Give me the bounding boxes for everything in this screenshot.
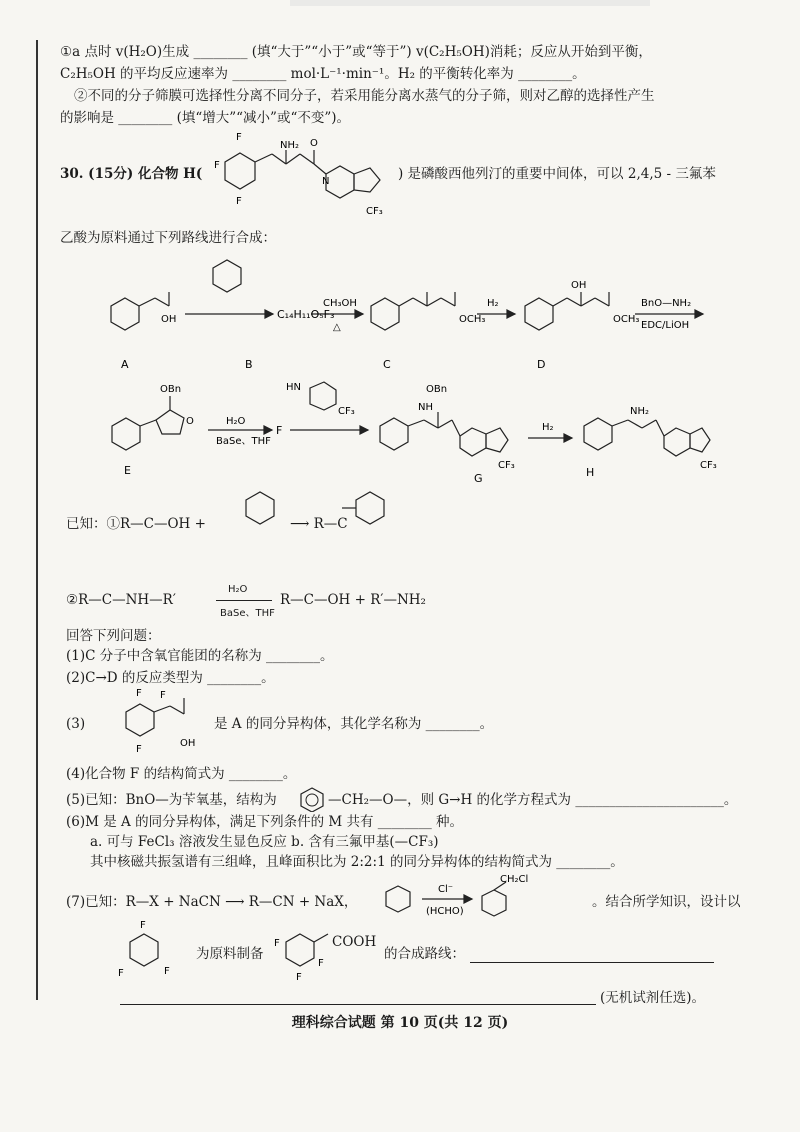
q3-oh: OH bbox=[180, 738, 196, 749]
h-n: N bbox=[322, 176, 330, 187]
page-footer: 理科综合试题 第 10 页(共 12 页) bbox=[291, 1015, 509, 1031]
amine-hn: HN bbox=[286, 382, 301, 393]
reagent-base-thf: BaSe、THF bbox=[216, 436, 271, 447]
answer-line-2[interactable] bbox=[120, 1004, 596, 1005]
q3-f3: F bbox=[136, 744, 142, 755]
e-o: O bbox=[186, 416, 194, 427]
q30-heading-prefix: 30. (15分) 化合物 H( bbox=[60, 166, 203, 182]
reagent-bno-nh2: BnO—NH₂ bbox=[641, 298, 692, 309]
known-2-reactant: ②R—C—NH—R′ bbox=[66, 592, 176, 608]
label-e: E bbox=[124, 464, 131, 477]
label-g: G bbox=[474, 472, 483, 485]
question-3-prefix: (3) bbox=[66, 716, 86, 732]
q29-line-3: ②不同的分子筛膜可选择性分离不同分子，若采用能分离水蒸气的分子筛，则对乙醇的选择性产生 bbox=[74, 88, 655, 104]
reagent-h2-2: H₂ bbox=[542, 422, 554, 433]
question-7-line2-a: 为原料制备 bbox=[196, 946, 264, 962]
label-f: F bbox=[276, 424, 283, 437]
questions-intro: 回答下列问题： bbox=[66, 628, 161, 644]
reagent-edc: EDC/LiOH bbox=[641, 320, 690, 331]
question-6: (6)M 是 A 的同分异构体，满足下列条件的 M 共有 ________ 种。 bbox=[66, 814, 464, 830]
reagent-water-1: H₂O bbox=[226, 416, 246, 427]
q7-sm-f1: F bbox=[140, 920, 146, 931]
q29-line-4: 的影响是 ________ (填“增大”“减小”或“不变”)。 bbox=[60, 110, 351, 126]
q7-start-material bbox=[114, 916, 184, 986]
q7-reagent-bottom: (HCHO) bbox=[426, 906, 464, 917]
question-7-end: (无机试剂任选)。 bbox=[600, 990, 706, 1006]
q30-line-2: 乙酸为原料通过下列路线进行合成： bbox=[60, 230, 276, 246]
h-cf3: CF₃ bbox=[366, 206, 383, 217]
q7-chlorination bbox=[382, 870, 582, 930]
q7-reagent-top: Cl⁻ bbox=[438, 884, 454, 895]
known-1-prefix: 已知：①R—C—OH + bbox=[66, 516, 206, 532]
margin-rule bbox=[36, 40, 38, 1000]
h2-nh2: NH₂ bbox=[630, 406, 650, 417]
question-7-prefix: (7)已知：R—X + NaCN ⟶ R—CN + NaX， bbox=[66, 894, 358, 910]
q7-product: CH₂Cl bbox=[500, 874, 529, 885]
c-och3: OCH₃ bbox=[459, 314, 486, 325]
known-2-reagent-top: H₂O bbox=[228, 584, 248, 595]
amine-cf3: CF₃ bbox=[338, 406, 355, 417]
question-7-suffix: 。结合所学知识，设计以 bbox=[592, 894, 741, 910]
known-2-arrow bbox=[216, 600, 272, 601]
d-oh: OH bbox=[571, 280, 587, 291]
known-2-product: R—C—OH + R′—NH₂ bbox=[280, 592, 426, 608]
q7-t-f1: F bbox=[274, 938, 280, 949]
reagent-h2-1: H₂ bbox=[487, 298, 499, 309]
question-1: (1)C 分子中含氧官能团的名称为 ________。 bbox=[66, 648, 334, 664]
answer-line-1[interactable] bbox=[470, 962, 714, 963]
scan-artifact bbox=[290, 0, 650, 6]
d-och3: OCH₃ bbox=[613, 314, 640, 325]
label-b: B bbox=[245, 358, 253, 371]
g-cf3: CF₃ bbox=[498, 460, 515, 471]
label-c: C bbox=[383, 358, 391, 371]
q3-structure bbox=[100, 684, 210, 760]
q7-sm-f3: F bbox=[164, 966, 170, 977]
q3-f2: F bbox=[160, 690, 166, 701]
label-a: A bbox=[121, 358, 129, 371]
known-1-arrow: ⟶ R—C bbox=[290, 516, 348, 532]
h-nh2: NH₂ bbox=[280, 140, 300, 151]
e-obn: OBn bbox=[160, 384, 182, 395]
question-7-line2-b: COOH bbox=[332, 934, 377, 950]
q3-f1: F bbox=[136, 688, 142, 699]
q30-heading-suffix: ) 是磷酸西他列汀的重要中间体，可以 2,4,5 - 三氟苯 bbox=[398, 166, 716, 182]
g-obn: OBn bbox=[426, 384, 448, 395]
question-7-line2-c: 的合成路线： bbox=[384, 946, 465, 962]
question-3-suffix: 是 A 的同分异构体，其化学名称为 ________。 bbox=[214, 716, 494, 732]
scheme-row-1 bbox=[95, 250, 715, 380]
compound-h-structure bbox=[200, 128, 400, 218]
scheme-row-2 bbox=[100, 378, 720, 488]
reagent-methanol: CH₃OH bbox=[323, 298, 357, 309]
reagent-heat: △ bbox=[333, 322, 341, 333]
h2-cf3: CF₃ bbox=[700, 460, 717, 471]
h-o: O bbox=[310, 138, 318, 149]
question-6-conditions: a. 可与 FeCl₃ 溶液发生显色反应 b. 含有三氟甲基(—CF₃) bbox=[90, 834, 439, 850]
known-1-rings bbox=[230, 478, 410, 558]
question-5-prefix: (5)已知：BnO—为苄氧基，结构为 bbox=[66, 792, 277, 808]
q29-line-2: C₂H₅OH 的平均反应速率为 ________ mol·L⁻¹·min⁻¹。H₂ 的平衡转化率为 ________。 bbox=[60, 66, 586, 82]
q7-t-f3: F bbox=[318, 958, 324, 969]
question-2: (2)C→D 的反应类型为 ________。 bbox=[66, 670, 275, 686]
q29-line-1: ①a 点时 v(H₂O)生成 ________ (填“大于”“小于”或“等于”) v(C₂H₅OH)消耗；反应从开始到平衡， bbox=[60, 44, 652, 60]
question-5-suffix: —CH₂—O—，则 G→H 的化学方程式为 ______________________。 bbox=[328, 792, 738, 808]
q7-t-f2: F bbox=[296, 972, 302, 983]
benzene-ring-icon bbox=[298, 786, 326, 812]
g-nh: NH bbox=[418, 402, 433, 413]
label-h: H bbox=[586, 466, 595, 479]
h-f3: F bbox=[236, 196, 242, 207]
label-d: D bbox=[537, 358, 546, 371]
known-2-reagent-bottom: BaSe、THF bbox=[220, 608, 275, 619]
a-oh: OH bbox=[161, 314, 177, 325]
formula-b: C₁₄H₁₁O₅F₃ bbox=[277, 308, 335, 321]
question-4: (4)化合物 F 的结构简式为 ________。 bbox=[66, 766, 297, 782]
h-f1: F bbox=[236, 132, 242, 143]
question-6-nmr: 其中核磁共振氢谱有三组峰，且峰面积比为 2:2:1 的同分异构体的结构简式为 ________。 bbox=[90, 854, 624, 870]
q7-sm-f2: F bbox=[118, 968, 124, 979]
h-f2: F bbox=[214, 160, 220, 171]
